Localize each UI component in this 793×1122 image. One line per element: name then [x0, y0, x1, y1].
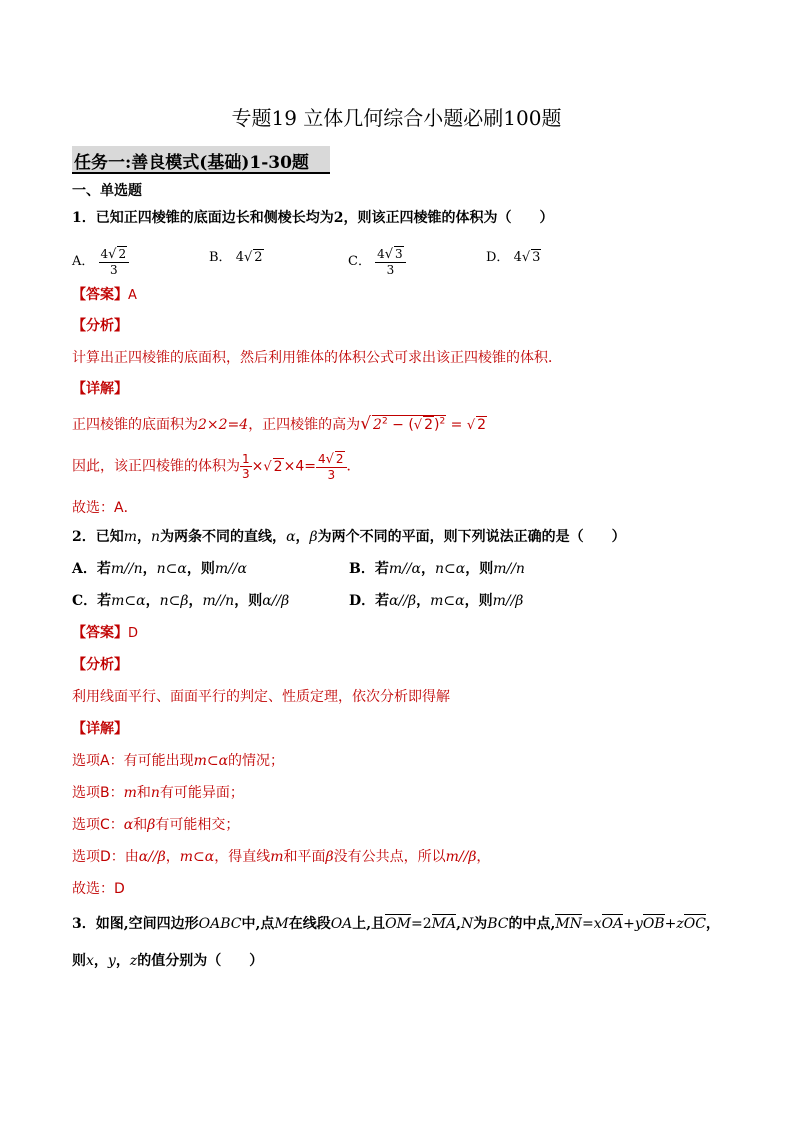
- q2-conclusion: 故选：D: [72, 881, 125, 897]
- task-heading: [72, 146, 330, 174]
- q1-analysis-text: 计算出正四棱锥的底面积，然后利用锥体的体积公式可求出该正四棱锥的体积．: [72, 350, 562, 366]
- q1-detail-line-2: 因此，该正四棱锥的体积为 $\frac{1}{3}$ ×√ 2×4= $\frac{4√ 2}{3}$ ．: [72, 452, 361, 482]
- q2-analysis-text: 利用线面平行、面面平行的判定、性质定理，依次分析即得解: [72, 689, 450, 705]
- q1-option-a: A． $\frac{4√ 2}{3}$: [72, 246, 129, 277]
- q2-option-a: A．若m//n，n⊂α，则m//α: [72, 561, 247, 577]
- q2-option-d: D．若α//β，m⊂α，则m//β: [349, 593, 524, 609]
- q1-detail-tag: 【详解】: [72, 381, 128, 397]
- q1-analysis-tag: 【分析】: [72, 318, 128, 334]
- section-heading: 一、单选题: [72, 183, 142, 199]
- q2-option-c: C．若m⊂α，n⊂β，m//n，则α//β: [72, 593, 290, 609]
- task-heading-text: 任务一:善良模式(基础)1-30题: [74, 153, 309, 173]
- q1-detail-line-1: 正四棱锥的底面积为2×2=4，正四棱锥的高为√ $2^2$ − (√ 2)$^2$ = √ 2: [72, 414, 487, 434]
- q2-choice-a: 选项A：有可能出现m⊂α的情况；: [72, 753, 285, 769]
- q2-choice-d: 选项D：由α//β，m⊂α，得直线m和平面β没有公共点，所以m//β，: [72, 849, 491, 865]
- q2-option-b: B．若m//α，n⊂α，则m//n: [349, 561, 525, 577]
- question-3-line-2: 则x，y，z的值分别为（ ）: [72, 953, 264, 969]
- document-title: 专题19 立体几何综合小题必刷100题: [231, 106, 562, 130]
- question-3-line-1: 3．如图,空间四边形OABC中,点M在线段OA上,且OM=2MA,N为BC的中点,MN=xOA+yOB+zOC，: [72, 916, 720, 932]
- q1-conclusion: 故选：A．: [72, 500, 138, 516]
- q1-option-c: C． $\frac{4√ 3}{3}$: [348, 240, 406, 271]
- q2-choice-b: 选项B：m和n有可能异面；: [72, 785, 244, 801]
- question-2-stem: 2．已知m，n为两条不同的直线，α，β为两个不同的平面，则下列说法正确的是（ ）: [72, 529, 626, 545]
- q2-choice-c: 选项C：α和β有可能相交；: [72, 817, 240, 833]
- q1-option-d: D． 4√ 3: [486, 250, 541, 265]
- q2-answer: 【答案】D: [72, 625, 139, 641]
- q2-analysis-tag: 【分析】: [72, 657, 128, 673]
- q2-detail-tag: 【详解】: [72, 721, 128, 737]
- question-1-stem: 1．已知正四棱锥的底面边长和侧棱长均为2，则该正四棱锥的体积为（ ）: [72, 210, 554, 226]
- q1-answer: 【答案】A: [72, 287, 137, 303]
- q1-option-b: B． 4√ 2: [209, 250, 263, 265]
